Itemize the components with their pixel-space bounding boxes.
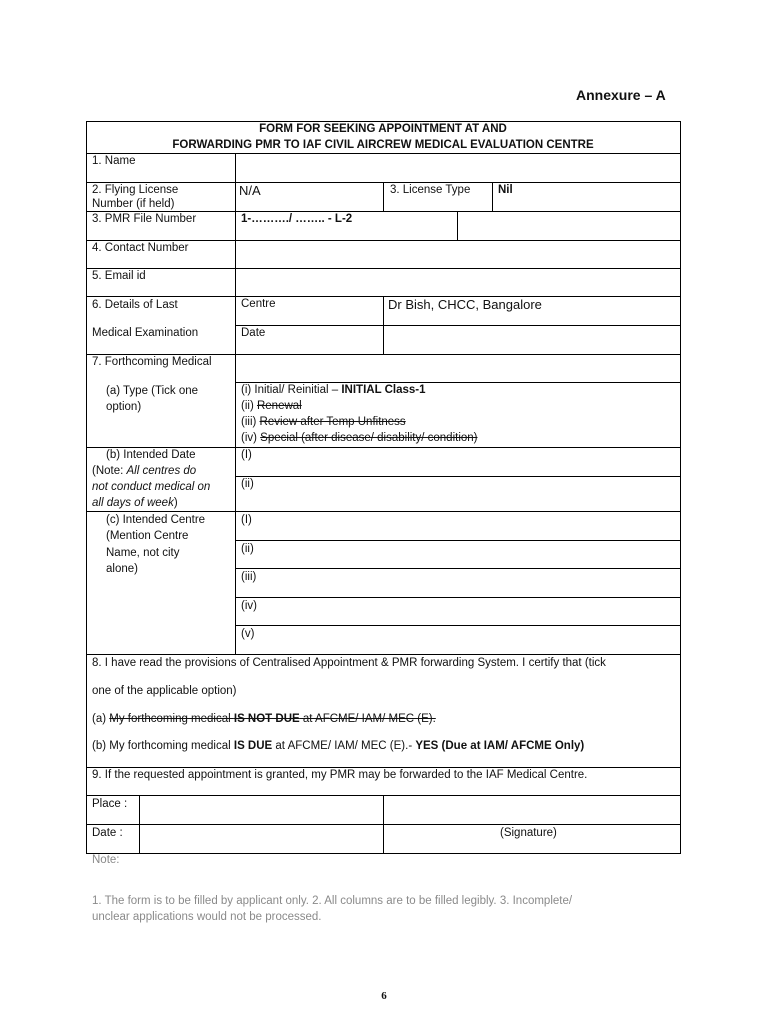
contact-number-label: 4. Contact Number bbox=[92, 242, 189, 254]
intended-centre-slot-5[interactable]: (v) bbox=[241, 628, 255, 640]
intended-date-note bbox=[92, 463, 196, 479]
type-option-special[interactable] bbox=[241, 430, 478, 446]
intended-date-label: (b) Intended Date bbox=[106, 449, 196, 461]
intended-centre-slot-1[interactable]: (I) bbox=[241, 514, 252, 526]
intended-centre-slot-4[interactable]: (iv) bbox=[241, 600, 257, 612]
last-medical-label: 6. Details of Last bbox=[92, 299, 178, 311]
certify-option-a[interactable] bbox=[92, 711, 436, 727]
intended-centre-label-2: (Mention Centre bbox=[106, 530, 189, 542]
last-medical-date-field[interactable] bbox=[384, 326, 680, 354]
type-option-review-label: Review after Temp Unfitness bbox=[259, 416, 406, 428]
intended-centre-label-4: alone) bbox=[106, 563, 138, 575]
certify-option-a-text2: at AFCME/ IAM/ MEC (E). bbox=[299, 713, 436, 725]
type-option-initial-value: INITIAL Class-1 bbox=[341, 384, 426, 396]
note-line1: 1. The form is to be filled by applicant only. 2. All columns are to be filled legibly. 3. Incomplete/ bbox=[92, 895, 573, 907]
intended-date-note-line3-italic: all days of week bbox=[92, 497, 174, 509]
type-option-review-num: (iii) bbox=[241, 416, 260, 428]
contact-number-field[interactable] bbox=[236, 241, 680, 268]
type-option-renewal-label: Renewal bbox=[256, 400, 302, 412]
annexure-heading: Annexure – A bbox=[576, 87, 666, 103]
intended-date-note-line2: not conduct medical on bbox=[92, 481, 211, 493]
type-option-initial[interactable] bbox=[241, 382, 426, 398]
type-option-special-label: Special (after disease/ disability/ condition) bbox=[260, 432, 478, 444]
intended-centre-label: (c) Intended Centre bbox=[106, 514, 206, 526]
note-line2: unclear applications would not be processed. bbox=[92, 911, 322, 923]
pmr-file-value[interactable]: 1-………./ …….. - L-2 bbox=[241, 213, 353, 225]
intended-date-slot-1[interactable]: (I) bbox=[241, 449, 252, 461]
forthcoming-medical-label: 7. Forthcoming Medical bbox=[92, 356, 212, 368]
place-label: Place : bbox=[92, 798, 128, 810]
date-label: Date bbox=[241, 327, 266, 339]
flying-license-label: 2. Flying License bbox=[92, 184, 179, 196]
form-title-line2: FORWARDING PMR TO IAF CIVIL AIRCREW MEDICAL EVALUATION CENTRE bbox=[172, 139, 594, 151]
intended-date-note-prefix: (Note: bbox=[92, 465, 127, 477]
pmr-file-label: 3. PMR File Number bbox=[92, 213, 197, 225]
certify-option-a-num: (a) bbox=[92, 713, 110, 725]
intended-date-note-italic: All centres do bbox=[126, 465, 197, 477]
page-number: 6 bbox=[381, 990, 387, 1002]
certify-option-b-bold: IS DUE bbox=[233, 740, 273, 752]
certify-text-line2: one of the applicable option) bbox=[92, 685, 237, 697]
type-option-renewal[interactable] bbox=[241, 398, 302, 414]
intended-centre-label-3: Name, not city bbox=[106, 547, 180, 559]
certify-option-b-text1: (b) My forthcoming medical bbox=[92, 740, 234, 752]
signature-date-label: Date : bbox=[92, 827, 123, 839]
name-label: 1. Name bbox=[92, 155, 136, 167]
place-field[interactable] bbox=[140, 796, 383, 824]
forward-pmr-text: 9. If the requested appointment is granted, my PMR may be forwarded to the IAF Medical Centre. bbox=[92, 769, 588, 781]
name-field[interactable] bbox=[236, 154, 680, 182]
intended-date-slot-2[interactable]: (ii) bbox=[241, 478, 254, 490]
certify-option-b[interactable] bbox=[92, 738, 584, 754]
certify-option-b-answer: YES (Due at IAM/ AFCME Only) bbox=[415, 740, 585, 752]
intended-centre-slot-2[interactable]: (ii) bbox=[241, 543, 254, 555]
type-option-renewal-num: (ii) bbox=[241, 400, 257, 412]
intended-date-note-line3 bbox=[92, 495, 178, 511]
email-label: 5. Email id bbox=[92, 270, 146, 282]
intended-centre-slot-3[interactable]: (iii) bbox=[241, 571, 257, 583]
type-option-special-num: (iv) bbox=[241, 432, 261, 444]
certify-option-a-bold: IS NOT DUE bbox=[233, 713, 300, 725]
certify-text-line1: 8. I have read the provisions of Centralised Appointment & PMR forwarding System. I certify that (tick bbox=[92, 657, 606, 669]
type-label: (a) Type (Tick one bbox=[106, 385, 199, 397]
centre-value[interactable]: Dr Bish, CHCC, Bangalore bbox=[388, 297, 542, 312]
certify-option-a-text1: My forthcoming medical bbox=[109, 713, 234, 725]
email-field[interactable] bbox=[236, 269, 680, 296]
flying-license-label-sub: Number (if held) bbox=[92, 198, 175, 210]
intended-date-note-close: ) bbox=[173, 497, 178, 509]
centre-label: Centre bbox=[241, 298, 276, 310]
license-type-label: 3. License Type bbox=[390, 184, 471, 196]
type-option-initial-label: (i) Initial/ Reinitial – bbox=[241, 384, 342, 396]
type-option-review[interactable] bbox=[241, 414, 406, 430]
form-title-line1: FORM FOR SEEKING APPOINTMENT AT AND bbox=[259, 123, 507, 135]
last-medical-label-sub: Medical Examination bbox=[92, 327, 199, 339]
license-type-value[interactable]: Nil bbox=[498, 184, 513, 196]
note-heading: Note: bbox=[92, 854, 120, 866]
signature-date-field[interactable] bbox=[140, 825, 383, 853]
signature-label: (Signature) bbox=[500, 827, 557, 839]
flying-license-value[interactable]: N/A bbox=[239, 183, 261, 198]
type-label-sub: option) bbox=[106, 401, 142, 413]
certify-option-b-text2: at AFCME/ IAM/ MEC (E).- bbox=[272, 740, 416, 752]
